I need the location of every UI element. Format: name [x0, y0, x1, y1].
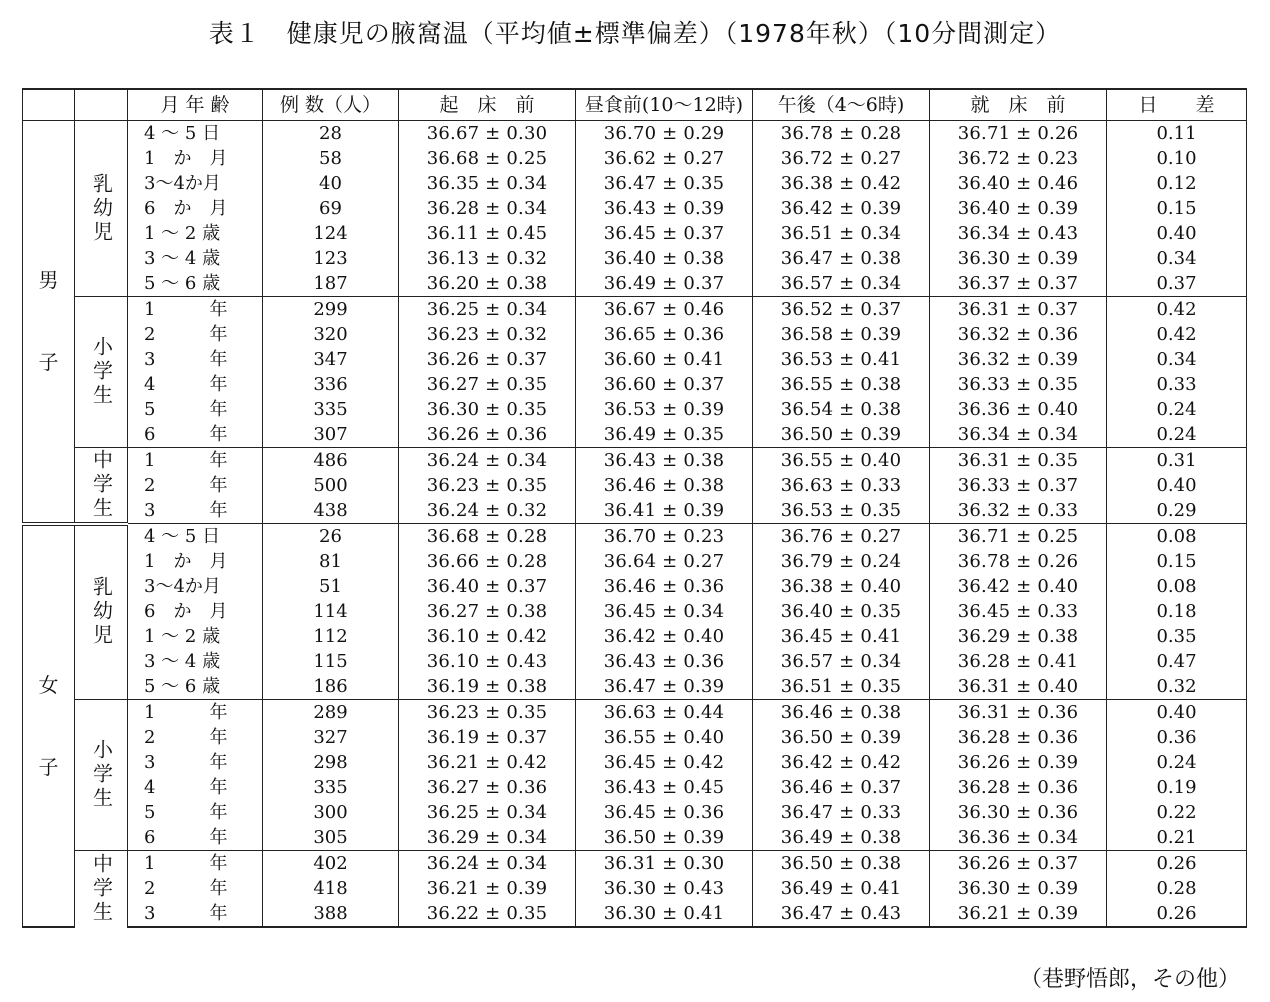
bedtime-temp-cell: 36.40 ± 0.46	[930, 171, 1107, 196]
daily-diff-cell: 0.40	[1107, 700, 1247, 726]
prelunch-temp-cell: 36.31 ± 0.30	[576, 851, 753, 877]
afternoon-temp-cell: 36.53 ± 0.41	[753, 347, 930, 372]
table-row	[23, 121, 1247, 147]
bedtime-temp-cell: 36.26 ± 0.39	[930, 750, 1107, 775]
count-cell: 305	[263, 825, 399, 851]
daily-diff-cell: 0.29	[1107, 498, 1247, 524]
temperature-table	[22, 88, 1247, 928]
table-row	[23, 448, 1247, 474]
prelunch-temp-cell: 36.53 ± 0.39	[576, 397, 753, 422]
age-cell: 6 年	[128, 825, 263, 851]
group-label-text: 小学生	[89, 739, 114, 811]
prelunch-temp-cell: 36.49 ± 0.37	[576, 271, 753, 297]
daily-diff-cell: 0.12	[1107, 171, 1247, 196]
age-cell: 3 年	[128, 901, 263, 927]
bedtime-temp-cell: 36.28 ± 0.36	[930, 775, 1107, 800]
age-cell: 2 年	[128, 473, 263, 498]
count-cell: 28	[263, 121, 399, 147]
count-cell: 124	[263, 221, 399, 246]
header-afternoon: 午後（4～6時)	[753, 89, 930, 121]
wake-temp-cell: 36.23 ± 0.35	[399, 473, 576, 498]
source-credit: （巷野悟郎，その他）	[1019, 967, 1240, 992]
age-cell: 3 年	[128, 347, 263, 372]
afternoon-temp-cell: 36.51 ± 0.35	[753, 674, 930, 700]
prelunch-temp-cell: 36.41 ± 0.39	[576, 498, 753, 524]
table-row	[23, 549, 1247, 574]
header-bedtime: 就 床 前	[930, 89, 1107, 121]
bedtime-temp-cell: 36.32 ± 0.33	[930, 498, 1107, 524]
daily-diff-cell: 0.34	[1107, 347, 1247, 372]
wake-temp-cell: 36.22 ± 0.35	[399, 901, 576, 927]
daily-diff-cell: 0.47	[1107, 649, 1247, 674]
bedtime-temp-cell: 36.36 ± 0.34	[930, 825, 1107, 851]
afternoon-temp-cell: 36.53 ± 0.35	[753, 498, 930, 524]
prelunch-temp-cell: 36.30 ± 0.41	[576, 901, 753, 927]
daily-diff-cell: 0.40	[1107, 221, 1247, 246]
table-row	[23, 221, 1247, 246]
bedtime-temp-cell: 36.40 ± 0.39	[930, 196, 1107, 221]
wake-temp-cell: 36.30 ± 0.35	[399, 397, 576, 422]
table-row	[23, 347, 1247, 372]
afternoon-temp-cell: 36.38 ± 0.40	[753, 574, 930, 599]
wake-temp-cell: 36.27 ± 0.35	[399, 372, 576, 397]
count-cell: 187	[263, 271, 399, 297]
group-label	[75, 121, 128, 297]
wake-temp-cell: 36.26 ± 0.37	[399, 347, 576, 372]
count-cell: 289	[263, 700, 399, 726]
prelunch-temp-cell: 36.43 ± 0.39	[576, 196, 753, 221]
group-label-text: 中学生	[89, 448, 114, 521]
age-cell: 4 年	[128, 775, 263, 800]
sex-label-char: 子	[38, 350, 59, 375]
table-row	[23, 422, 1247, 448]
wake-temp-cell: 36.68 ± 0.28	[399, 524, 576, 550]
group-label-text: 中学生	[89, 853, 114, 925]
header-daily-diff: 日 差	[1107, 89, 1247, 121]
prelunch-temp-cell: 36.60 ± 0.41	[576, 347, 753, 372]
afternoon-temp-cell: 36.47 ± 0.33	[753, 800, 930, 825]
age-cell: 4 ～ 5 日	[128, 524, 263, 550]
header-group	[75, 89, 128, 121]
wake-temp-cell: 36.26 ± 0.36	[399, 422, 576, 448]
count-cell: 69	[263, 196, 399, 221]
table-row	[23, 750, 1247, 775]
age-cell: 3～4か月	[128, 574, 263, 599]
count-cell: 112	[263, 624, 399, 649]
table-row	[23, 876, 1247, 901]
daily-diff-cell: 0.28	[1107, 876, 1247, 901]
afternoon-temp-cell: 36.57 ± 0.34	[753, 649, 930, 674]
count-cell: 438	[263, 498, 399, 524]
wake-temp-cell: 36.68 ± 0.25	[399, 146, 576, 171]
bedtime-temp-cell: 36.31 ± 0.40	[930, 674, 1107, 700]
bedtime-temp-cell: 36.37 ± 0.37	[930, 271, 1107, 297]
age-cell: 1 か 月	[128, 549, 263, 574]
age-cell: 1 年	[128, 297, 263, 323]
daily-diff-cell: 0.19	[1107, 775, 1247, 800]
table-row	[23, 146, 1247, 171]
table-row	[23, 700, 1247, 726]
prelunch-temp-cell: 36.46 ± 0.38	[576, 473, 753, 498]
daily-diff-cell: 0.35	[1107, 624, 1247, 649]
bedtime-temp-cell: 36.71 ± 0.26	[930, 121, 1107, 147]
daily-diff-cell: 0.31	[1107, 448, 1247, 474]
afternoon-temp-cell: 36.76 ± 0.27	[753, 524, 930, 550]
afternoon-temp-cell: 36.57 ± 0.34	[753, 271, 930, 297]
age-cell: 5 ～ 6 歳	[128, 271, 263, 297]
table-row	[23, 574, 1247, 599]
count-cell: 336	[263, 372, 399, 397]
age-cell: 1 ～ 2 歳	[128, 221, 263, 246]
count-cell: 335	[263, 397, 399, 422]
wake-temp-cell: 36.66 ± 0.28	[399, 549, 576, 574]
bedtime-temp-cell: 36.32 ± 0.39	[930, 347, 1107, 372]
prelunch-temp-cell: 36.65 ± 0.36	[576, 322, 753, 347]
table-row	[23, 372, 1247, 397]
age-cell: 4 ～ 5 日	[128, 121, 263, 147]
afternoon-temp-cell: 36.49 ± 0.38	[753, 825, 930, 851]
bedtime-temp-cell: 36.36 ± 0.40	[930, 397, 1107, 422]
table-row	[23, 196, 1247, 221]
afternoon-temp-cell: 36.72 ± 0.27	[753, 146, 930, 171]
prelunch-temp-cell: 36.50 ± 0.39	[576, 825, 753, 851]
age-cell: 3 年	[128, 750, 263, 775]
bedtime-temp-cell: 36.31 ± 0.35	[930, 448, 1107, 474]
header-sex	[23, 89, 75, 121]
wake-temp-cell: 36.28 ± 0.34	[399, 196, 576, 221]
daily-diff-cell: 0.24	[1107, 750, 1247, 775]
daily-diff-cell: 0.24	[1107, 397, 1247, 422]
group-label	[75, 851, 128, 928]
bedtime-temp-cell: 36.45 ± 0.33	[930, 599, 1107, 624]
table-row	[23, 473, 1247, 498]
wake-temp-cell: 36.10 ± 0.43	[399, 649, 576, 674]
header-age: 月 年 齢	[128, 89, 263, 121]
daily-diff-cell: 0.40	[1107, 473, 1247, 498]
bedtime-temp-cell: 36.30 ± 0.39	[930, 876, 1107, 901]
header-wake: 起 床 前	[399, 89, 576, 121]
age-cell: 2 年	[128, 322, 263, 347]
prelunch-temp-cell: 36.70 ± 0.23	[576, 524, 753, 550]
table-row	[23, 649, 1247, 674]
count-cell: 418	[263, 876, 399, 901]
count-cell: 402	[263, 851, 399, 877]
count-cell: 186	[263, 674, 399, 700]
daily-diff-cell: 0.37	[1107, 271, 1247, 297]
count-cell: 81	[263, 549, 399, 574]
wake-temp-cell: 36.29 ± 0.34	[399, 825, 576, 851]
wake-temp-cell: 36.35 ± 0.34	[399, 171, 576, 196]
afternoon-temp-cell: 36.47 ± 0.38	[753, 246, 930, 271]
count-cell: 486	[263, 448, 399, 474]
table-row	[23, 901, 1247, 927]
table-row	[23, 825, 1247, 851]
age-cell: 3～4か月	[128, 171, 263, 196]
daily-diff-cell: 0.10	[1107, 146, 1247, 171]
prelunch-temp-cell: 36.42 ± 0.40	[576, 624, 753, 649]
age-cell: 6 か 月	[128, 599, 263, 624]
daily-diff-cell: 0.22	[1107, 800, 1247, 825]
bedtime-temp-cell: 36.78 ± 0.26	[930, 549, 1107, 574]
wake-temp-cell: 36.11 ± 0.45	[399, 221, 576, 246]
count-cell: 115	[263, 649, 399, 674]
age-cell: 4 年	[128, 372, 263, 397]
sex-label	[23, 524, 75, 928]
wake-temp-cell: 36.20 ± 0.38	[399, 271, 576, 297]
afternoon-temp-cell: 36.50 ± 0.39	[753, 725, 930, 750]
daily-diff-cell: 0.18	[1107, 599, 1247, 624]
table-row	[23, 599, 1247, 624]
afternoon-temp-cell: 36.55 ± 0.40	[753, 448, 930, 474]
bedtime-temp-cell: 36.26 ± 0.37	[930, 851, 1107, 877]
daily-diff-cell: 0.15	[1107, 549, 1247, 574]
group-label-text: 乳幼児	[89, 172, 114, 245]
age-cell: 1 か 月	[128, 146, 263, 171]
daily-diff-cell: 0.26	[1107, 851, 1247, 877]
prelunch-temp-cell: 36.64 ± 0.27	[576, 549, 753, 574]
daily-diff-cell: 0.08	[1107, 524, 1247, 550]
prelunch-temp-cell: 36.45 ± 0.36	[576, 800, 753, 825]
bedtime-temp-cell: 36.30 ± 0.36	[930, 800, 1107, 825]
age-cell: 3 ～ 4 歳	[128, 246, 263, 271]
table-row	[23, 271, 1247, 297]
bedtime-temp-cell: 36.30 ± 0.39	[930, 246, 1107, 271]
afternoon-temp-cell: 36.42 ± 0.42	[753, 750, 930, 775]
table-row	[23, 397, 1247, 422]
afternoon-temp-cell: 36.52 ± 0.37	[753, 297, 930, 323]
table-row	[23, 800, 1247, 825]
age-cell: 1 年	[128, 700, 263, 726]
count-cell: 347	[263, 347, 399, 372]
prelunch-temp-cell: 36.47 ± 0.39	[576, 674, 753, 700]
afternoon-temp-cell: 36.49 ± 0.41	[753, 876, 930, 901]
count-cell: 299	[263, 297, 399, 323]
afternoon-temp-cell: 36.58 ± 0.39	[753, 322, 930, 347]
bedtime-temp-cell: 36.21 ± 0.39	[930, 901, 1107, 927]
wake-temp-cell: 36.27 ± 0.36	[399, 775, 576, 800]
count-cell: 307	[263, 422, 399, 448]
afternoon-temp-cell: 36.45 ± 0.41	[753, 624, 930, 649]
bedtime-temp-cell: 36.33 ± 0.37	[930, 473, 1107, 498]
count-cell: 500	[263, 473, 399, 498]
wake-temp-cell: 36.25 ± 0.34	[399, 800, 576, 825]
daily-diff-cell: 0.11	[1107, 121, 1247, 147]
sex-label-char: 女	[38, 672, 59, 697]
count-cell: 26	[263, 524, 399, 550]
wake-temp-cell: 36.25 ± 0.34	[399, 297, 576, 323]
prelunch-temp-cell: 36.43 ± 0.38	[576, 448, 753, 474]
count-cell: 51	[263, 574, 399, 599]
prelunch-temp-cell: 36.45 ± 0.42	[576, 750, 753, 775]
wake-temp-cell: 36.23 ± 0.32	[399, 322, 576, 347]
age-cell: 3 ～ 4 歳	[128, 649, 263, 674]
prelunch-temp-cell: 36.63 ± 0.44	[576, 700, 753, 726]
afternoon-temp-cell: 36.46 ± 0.38	[753, 700, 930, 726]
group-label-text: 小学生	[89, 336, 114, 408]
table-row	[23, 171, 1247, 196]
prelunch-temp-cell: 36.55 ± 0.40	[576, 725, 753, 750]
prelunch-temp-cell: 36.62 ± 0.27	[576, 146, 753, 171]
prelunch-temp-cell: 36.43 ± 0.36	[576, 649, 753, 674]
afternoon-temp-cell: 36.51 ± 0.34	[753, 221, 930, 246]
daily-diff-cell: 0.42	[1107, 297, 1247, 323]
age-cell: 6 か 月	[128, 196, 263, 221]
group-label	[75, 524, 128, 700]
afternoon-temp-cell: 36.54 ± 0.38	[753, 397, 930, 422]
table-row	[23, 322, 1247, 347]
count-cell: 298	[263, 750, 399, 775]
wake-temp-cell: 36.24 ± 0.32	[399, 498, 576, 524]
wake-temp-cell: 36.13 ± 0.32	[399, 246, 576, 271]
prelunch-temp-cell: 36.45 ± 0.34	[576, 599, 753, 624]
table-title: 表１ 健康児の腋窩温（平均値±標準偏差）（1978年秋）（10分間測定）	[208, 19, 1062, 48]
table-row	[23, 524, 1247, 550]
prelunch-temp-cell: 36.47 ± 0.35	[576, 171, 753, 196]
daily-diff-cell: 0.33	[1107, 372, 1247, 397]
bedtime-temp-cell: 36.29 ± 0.38	[930, 624, 1107, 649]
table-row	[23, 624, 1247, 649]
bedtime-temp-cell: 36.31 ± 0.36	[930, 700, 1107, 726]
prelunch-temp-cell: 36.46 ± 0.36	[576, 574, 753, 599]
bedtime-temp-cell: 36.34 ± 0.34	[930, 422, 1107, 448]
daily-diff-cell: 0.26	[1107, 901, 1247, 927]
daily-diff-cell: 0.42	[1107, 322, 1247, 347]
age-cell: 2 年	[128, 725, 263, 750]
prelunch-temp-cell: 36.30 ± 0.43	[576, 876, 753, 901]
daily-diff-cell: 0.08	[1107, 574, 1247, 599]
count-cell: 327	[263, 725, 399, 750]
wake-temp-cell: 36.21 ± 0.42	[399, 750, 576, 775]
table-row	[23, 725, 1247, 750]
header-count: 例 数（人）	[263, 89, 399, 121]
age-cell: 1 ～ 2 歳	[128, 624, 263, 649]
afternoon-temp-cell: 36.50 ± 0.38	[753, 851, 930, 877]
wake-temp-cell: 36.19 ± 0.38	[399, 674, 576, 700]
wake-temp-cell: 36.10 ± 0.42	[399, 624, 576, 649]
count-cell: 40	[263, 171, 399, 196]
wake-temp-cell: 36.40 ± 0.37	[399, 574, 576, 599]
sex-label	[23, 121, 75, 524]
bedtime-temp-cell: 36.33 ± 0.35	[930, 372, 1107, 397]
sex-label-char: 男	[38, 268, 59, 293]
afternoon-temp-cell: 36.79 ± 0.24	[753, 549, 930, 574]
group-label	[75, 297, 128, 448]
group-label	[75, 700, 128, 851]
count-cell: 114	[263, 599, 399, 624]
afternoon-temp-cell: 36.46 ± 0.37	[753, 775, 930, 800]
afternoon-temp-cell: 36.47 ± 0.43	[753, 901, 930, 927]
bedtime-temp-cell: 36.42 ± 0.40	[930, 574, 1107, 599]
daily-diff-cell: 0.32	[1107, 674, 1247, 700]
afternoon-temp-cell: 36.63 ± 0.33	[753, 473, 930, 498]
wake-temp-cell: 36.19 ± 0.37	[399, 725, 576, 750]
prelunch-temp-cell: 36.40 ± 0.38	[576, 246, 753, 271]
bedtime-temp-cell: 36.71 ± 0.25	[930, 524, 1107, 550]
age-cell: 2 年	[128, 876, 263, 901]
afternoon-temp-cell: 36.40 ± 0.35	[753, 599, 930, 624]
age-cell: 1 年	[128, 851, 263, 877]
prelunch-temp-cell: 36.60 ± 0.37	[576, 372, 753, 397]
age-cell: 5 年	[128, 397, 263, 422]
table-row	[23, 851, 1247, 877]
bedtime-temp-cell: 36.72 ± 0.23	[930, 146, 1107, 171]
sex-label-char: 子	[38, 754, 59, 779]
daily-diff-cell: 0.36	[1107, 725, 1247, 750]
age-cell: 3 年	[128, 498, 263, 524]
table-row	[23, 246, 1247, 271]
count-cell: 335	[263, 775, 399, 800]
table-row	[23, 498, 1247, 524]
age-cell: 5 年	[128, 800, 263, 825]
prelunch-temp-cell: 36.45 ± 0.37	[576, 221, 753, 246]
wake-temp-cell: 36.24 ± 0.34	[399, 851, 576, 877]
bedtime-temp-cell: 36.28 ± 0.36	[930, 725, 1107, 750]
daily-diff-cell: 0.21	[1107, 825, 1247, 851]
age-cell: 5 ～ 6 歳	[128, 674, 263, 700]
group-label-text: 乳幼児	[89, 576, 114, 649]
wake-temp-cell: 36.24 ± 0.34	[399, 448, 576, 474]
table-row	[23, 297, 1247, 323]
daily-diff-cell: 0.34	[1107, 246, 1247, 271]
daily-diff-cell: 0.15	[1107, 196, 1247, 221]
bedtime-temp-cell: 36.31 ± 0.37	[930, 297, 1107, 323]
wake-temp-cell: 36.27 ± 0.38	[399, 599, 576, 624]
wake-temp-cell: 36.67 ± 0.30	[399, 121, 576, 147]
header-row	[23, 89, 1247, 121]
bedtime-temp-cell: 36.32 ± 0.36	[930, 322, 1107, 347]
daily-diff-cell: 0.24	[1107, 422, 1247, 448]
group-label	[75, 448, 128, 524]
count-cell: 58	[263, 146, 399, 171]
bedtime-temp-cell: 36.28 ± 0.41	[930, 649, 1107, 674]
afternoon-temp-cell: 36.55 ± 0.38	[753, 372, 930, 397]
header-prelunch: 昼食前(10～12時)	[576, 89, 753, 121]
count-cell: 388	[263, 901, 399, 927]
prelunch-temp-cell: 36.49 ± 0.35	[576, 422, 753, 448]
count-cell: 123	[263, 246, 399, 271]
afternoon-temp-cell: 36.42 ± 0.39	[753, 196, 930, 221]
prelunch-temp-cell: 36.67 ± 0.46	[576, 297, 753, 323]
bedtime-temp-cell: 36.34 ± 0.43	[930, 221, 1107, 246]
afternoon-temp-cell: 36.38 ± 0.42	[753, 171, 930, 196]
table-row	[23, 775, 1247, 800]
afternoon-temp-cell: 36.78 ± 0.28	[753, 121, 930, 147]
prelunch-temp-cell: 36.70 ± 0.29	[576, 121, 753, 147]
wake-temp-cell: 36.21 ± 0.39	[399, 876, 576, 901]
table-row	[23, 674, 1247, 700]
prelunch-temp-cell: 36.43 ± 0.45	[576, 775, 753, 800]
age-cell: 6 年	[128, 422, 263, 448]
age-cell: 1 年	[128, 448, 263, 474]
count-cell: 320	[263, 322, 399, 347]
count-cell: 300	[263, 800, 399, 825]
wake-temp-cell: 36.23 ± 0.35	[399, 700, 576, 726]
afternoon-temp-cell: 36.50 ± 0.39	[753, 422, 930, 448]
